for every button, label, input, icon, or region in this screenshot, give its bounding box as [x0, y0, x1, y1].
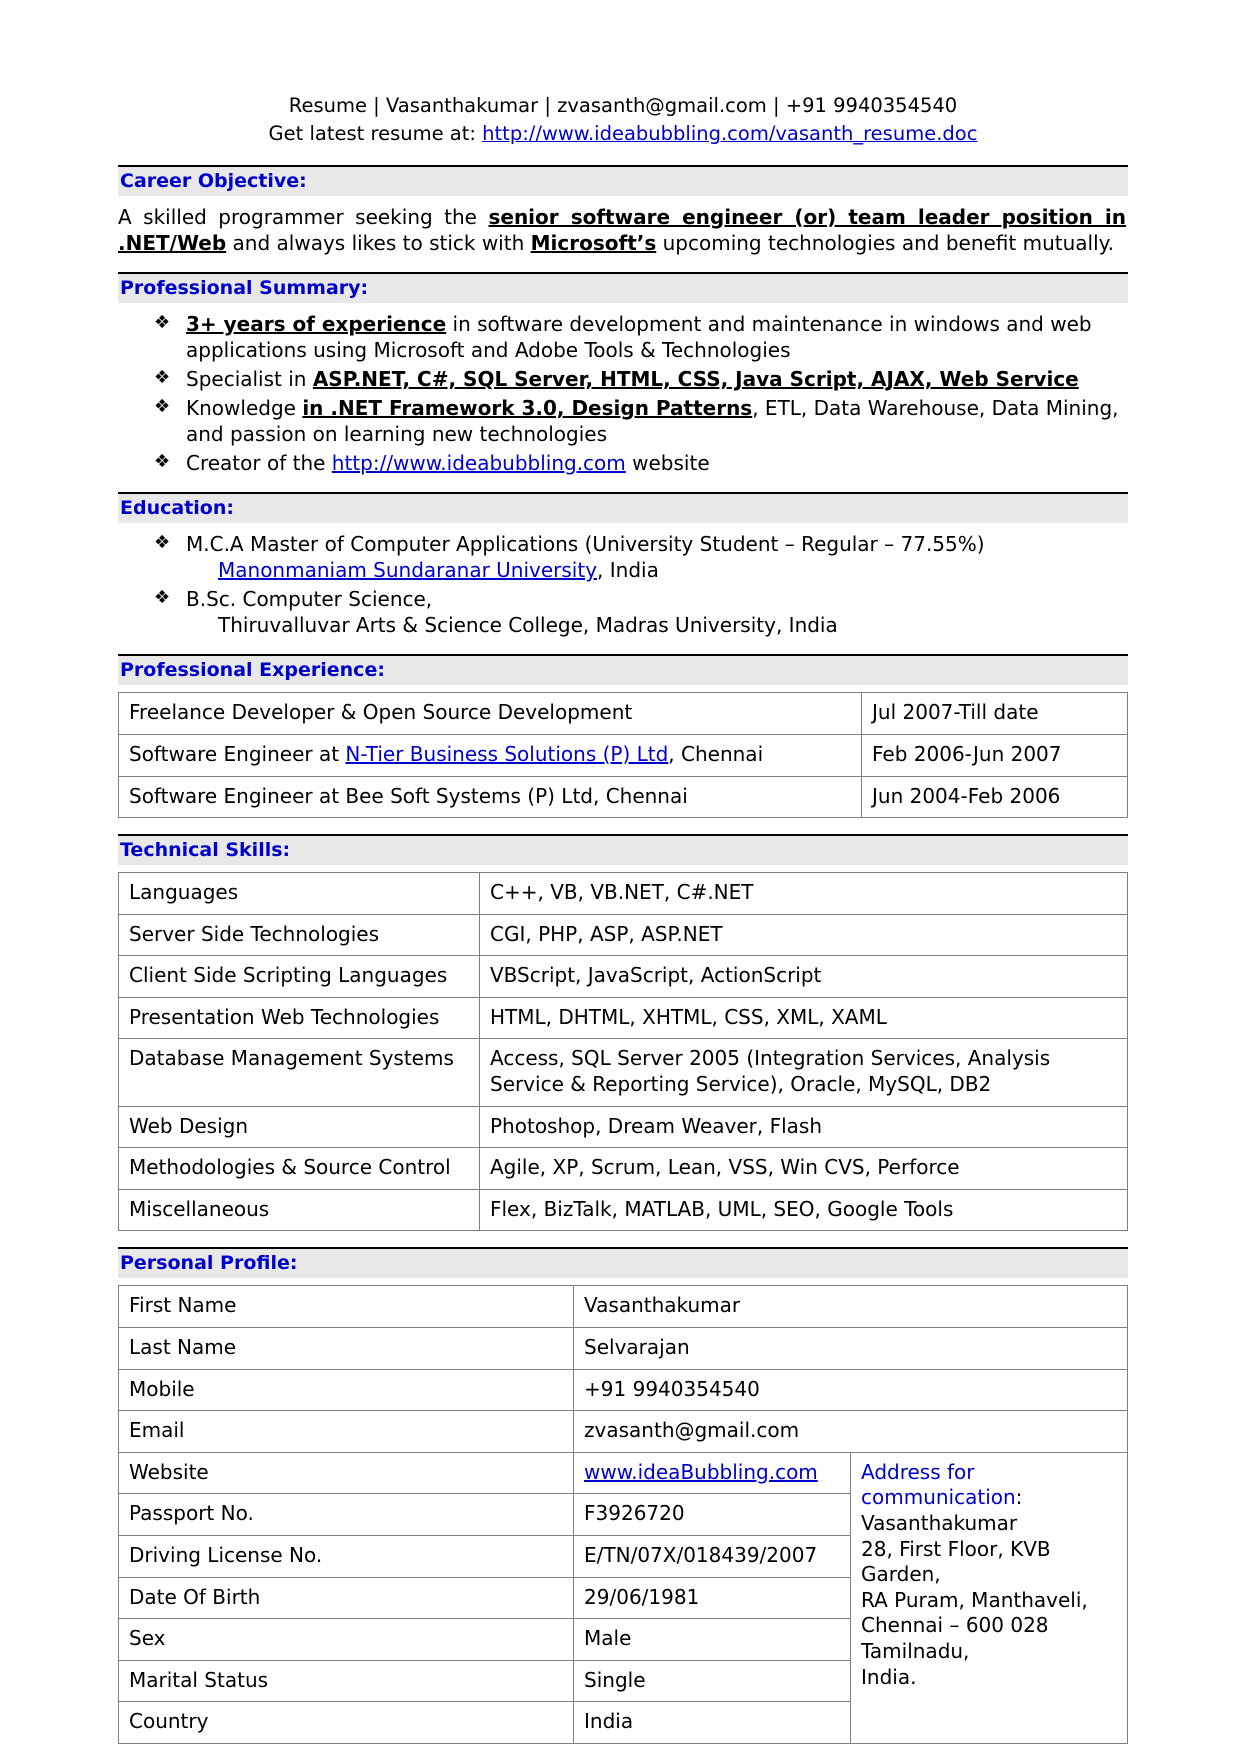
skill-value-cell: Agile, XP, Scrum, Lean, VSS, Win CVS, Perforce: [480, 1148, 1128, 1190]
education-institution-0: [186, 557, 1128, 583]
section-heading-professional-summary: Professional Summary:: [118, 272, 1128, 303]
career-objective-bold-2: Microsoft’s: [530, 230, 657, 255]
table-row: [119, 1106, 1128, 1148]
education-institution-1: Thiruvalluvar Arts & Science College, Madras University, India: [218, 613, 838, 638]
experience-role-text: Freelance Developer & Open Source Development: [129, 700, 633, 725]
skill-value-cell: Access, SQL Server 2005 (Integration Services, Analysis Service & Reporting Service), Oracle, MySQL, DB2: [480, 1039, 1128, 1106]
summary-rest-0: in software development and maintenance in windows and web applications using Microsoft and Adobe Tools & Technologies: [186, 312, 1092, 363]
list-item: [118, 586, 1128, 638]
education-degree-0: M.C.A Master of Computer Applications (University Student – Regular – 77.55%): [186, 532, 985, 557]
profile-field-label: Driving License No.: [119, 1536, 574, 1578]
table-row: [119, 914, 1128, 956]
summary-bold-2: in .NET Framework 3.0, Design Patterns: [302, 396, 753, 421]
profile-field-value: Vasanthakumar: [574, 1286, 1128, 1328]
address-line: Tamilnadu,: [861, 1638, 970, 1663]
skill-value-cell: Flex, BizTalk, MATLAB, UML, SEO, Google Tools: [480, 1189, 1128, 1231]
skill-category-cell: Miscellaneous: [119, 1189, 480, 1231]
header-contact-line: Resume | Vasanthakumar | zvasanth@gmail.com | +91 9940354540: [288, 94, 958, 117]
list-item: [118, 450, 1128, 476]
experience-date-cell: Feb 2006-Jun 2007: [862, 734, 1128, 776]
experience-role-cell: [119, 734, 862, 776]
summary-pre-1: Specialist in: [186, 367, 313, 392]
profile-field-value: Male: [574, 1619, 851, 1661]
profile-field-value: Selvarajan: [574, 1328, 1128, 1370]
header-resume-link-line: [118, 120, 1128, 148]
profile-field-label: Website: [119, 1452, 574, 1494]
table-row: [119, 1452, 1128, 1494]
skill-category-cell: Methodologies & Source Control: [119, 1148, 480, 1190]
table-row: [119, 1039, 1128, 1106]
career-objective-part-2: and always likes to stick with: [226, 230, 531, 255]
personal-website-link[interactable]: www.ideaBubbling.com: [584, 1459, 818, 1484]
career-objective-part-3: upcoming technologies and benefit mutually.: [656, 230, 1114, 255]
table-row: [119, 693, 1128, 735]
summary-bold-1: ASP.NET, C#, SQL Server, HTML, CSS, Java Script, AJAX, Web Service: [312, 367, 1079, 392]
career-objective-part-1: A skilled programmer seeking the: [118, 204, 489, 229]
table-row: [119, 956, 1128, 998]
profile-field-value: [574, 1452, 851, 1494]
experience-role-cell: [119, 693, 862, 735]
profile-field-value: Single: [574, 1660, 851, 1702]
summary-rest-2: , ETL, Data Warehouse, Data Mining, and passion on learning new technologies: [186, 396, 1119, 447]
diamond-bullet-icon: ❖: [154, 367, 171, 389]
diamond-bullet-icon: ❖: [154, 587, 171, 609]
latest-resume-link[interactable]: http://www.ideabubbling.com/vasanth_resume.doc: [482, 122, 978, 146]
profile-field-value: India: [574, 1702, 851, 1744]
profile-field-value: zvasanth@gmail.com: [574, 1411, 1128, 1453]
profile-field-label: Mobile: [119, 1369, 574, 1411]
company-link[interactable]: N-Tier Business Solutions (P) Ltd: [345, 741, 669, 766]
list-item: [118, 395, 1128, 447]
diamond-bullet-icon: ❖: [154, 312, 171, 334]
ideabubbling-website-link[interactable]: http://www.ideabubbling.com: [331, 451, 626, 476]
table-row: [119, 1369, 1128, 1411]
list-item: [118, 531, 1128, 583]
table-row: [119, 1411, 1128, 1453]
list-item: [118, 311, 1128, 363]
summary-pre-2: Knowledge: [186, 396, 303, 421]
address-colon: :: [1015, 1485, 1023, 1510]
experience-table: [118, 692, 1128, 818]
experience-role-suffix: , Chennai: [668, 741, 764, 766]
professional-summary-list: [118, 311, 1128, 476]
summary-rest-3: website: [625, 451, 710, 476]
table-row: [119, 1148, 1128, 1190]
profile-field-value: +91 9940354540: [574, 1369, 1128, 1411]
education-list: [118, 531, 1128, 638]
education-country-0: , India: [597, 558, 659, 583]
section-heading-professional-experience: Professional Experience:: [118, 654, 1128, 685]
address-line: Vasanthakumar: [861, 1511, 1018, 1535]
table-row: [119, 776, 1128, 818]
skill-value-cell: Photoshop, Dream Weaver, Flash: [480, 1106, 1128, 1148]
document-header: [118, 92, 1128, 149]
technical-skills-table: [118, 872, 1128, 1231]
skill-category-cell: Languages: [119, 873, 480, 915]
profile-field-label: Sex: [119, 1619, 574, 1661]
personal-profile-table: [118, 1285, 1128, 1744]
career-objective-text: [118, 204, 1128, 257]
diamond-bullet-icon: ❖: [154, 532, 171, 554]
table-row: [119, 734, 1128, 776]
skill-value-cell: C++, VB, VB.NET, C#.NET: [480, 873, 1128, 915]
profile-field-label: Country: [119, 1702, 574, 1744]
education-degree-1: B.Sc. Computer Science,: [186, 587, 433, 612]
profile-field-label: Date Of Birth: [119, 1577, 574, 1619]
profile-field-value: F3926720: [574, 1494, 851, 1536]
skill-value-cell: VBScript, JavaScript, ActionScript: [480, 956, 1128, 998]
address-line: Chennai – 600 028: [861, 1613, 1049, 1638]
header-link-prefix: Get latest resume at:: [268, 122, 483, 146]
skill-category-cell: Server Side Technologies: [119, 914, 480, 956]
address-line: 28, First Floor, KVB Garden,: [861, 1536, 1051, 1587]
experience-date-cell: Jul 2007-Till date: [862, 693, 1128, 735]
summary-pre-3: Creator of the: [186, 451, 332, 476]
table-row: [119, 997, 1128, 1039]
section-heading-education: Education:: [118, 492, 1128, 523]
skill-category-cell: Client Side Scripting Languages: [119, 956, 480, 998]
profile-field-label: Last Name: [119, 1328, 574, 1370]
experience-role-text: Software Engineer at: [129, 741, 346, 766]
profile-field-label: Marital Status: [119, 1660, 574, 1702]
experience-role-cell: [119, 776, 862, 818]
section-heading-personal-profile: Personal Profile:: [118, 1247, 1128, 1278]
table-row: [119, 1286, 1128, 1328]
list-item: [118, 366, 1128, 392]
profile-field-value: 29/06/1981: [574, 1577, 851, 1619]
skill-category-cell: Presentation Web Technologies: [119, 997, 480, 1039]
section-heading-career-objective: Career Objective:: [118, 165, 1128, 196]
skill-value-cell: HTML, DHTML, XHTML, CSS, XML, XAML: [480, 997, 1128, 1039]
skill-category-cell: Database Management Systems: [119, 1039, 480, 1106]
profile-field-label: Email: [119, 1411, 574, 1453]
experience-date-cell: Jun 2004-Feb 2006: [862, 776, 1128, 818]
experience-role-text: Software Engineer at Bee Soft Systems (P) Ltd, Chennai: [129, 783, 688, 808]
address-cell: [851, 1452, 1128, 1743]
address-title: Address for communication: [861, 1459, 1016, 1510]
diamond-bullet-icon: ❖: [154, 451, 171, 473]
skill-value-cell: CGI, PHP, ASP, ASP.NET: [480, 914, 1128, 956]
summary-bold-0: 3+ years of experience: [186, 312, 447, 337]
profile-field-value: E/TN/07X/018439/2007: [574, 1536, 851, 1578]
address-line: RA Puram, Manthaveli,: [861, 1587, 1088, 1612]
profile-field-label: Passport No.: [119, 1494, 574, 1536]
career-objective-bold-1: senior software engineer (or) team leader position in .NET/Web: [118, 204, 1126, 255]
diamond-bullet-icon: ❖: [154, 396, 171, 418]
address-line: India.: [861, 1664, 917, 1689]
profile-field-label: First Name: [119, 1286, 574, 1328]
table-row: [119, 1328, 1128, 1370]
table-row: [119, 1189, 1128, 1231]
university-link[interactable]: Manonmaniam Sundaranar University: [218, 558, 598, 583]
skill-category-cell: Web Design: [119, 1106, 480, 1148]
table-row: [119, 873, 1128, 915]
section-heading-technical-skills: Technical Skills:: [118, 834, 1128, 865]
